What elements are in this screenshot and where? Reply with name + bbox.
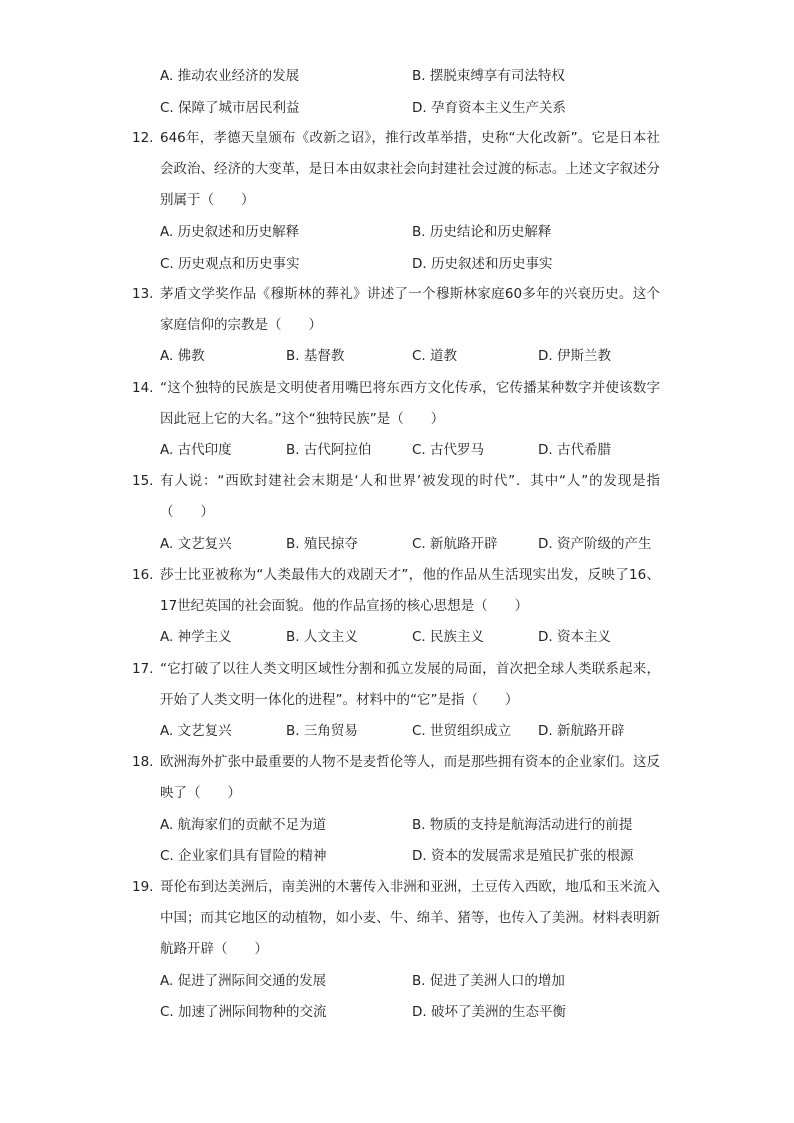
q15-stem (132, 466, 672, 528)
q13-text: 茅盾文学奖作品《穆斯林的葬礼》讲述了一个穆斯林家庭60多年的兴衰历史。这个家庭信仰的宗教是（ ） (160, 286, 660, 333)
q19-stem (132, 872, 672, 965)
q18-option-d: D. 资本的发展需求是殖民扩张的根源 (412, 848, 634, 864)
q15-option-d: D. 资产阶级的产生 (538, 536, 652, 552)
q11-option-c: C. 保障了城市居民利益 (160, 100, 300, 116)
q19-text: 哥伦布到达美洲后，南美洲的木薯传入非洲和亚洲，土豆传入西欧，地瓜和玉米流入中国；而其它地区的动植物，如小麦、牛、绵羊、猪等，也传入了美洲。材料表明新航路开辟（ ） (160, 879, 660, 957)
q18-option-a: A. 航海家们的贡献不足为道 (160, 817, 327, 833)
q16-text: 莎士比亚被称为“人类最伟大的戏剧天才”，他的作品从生活现实出发，反映了16、17世纪英国的社会面貌。他的作品宣扬的核心思想是（ ） (160, 567, 660, 614)
q12-text: 646年，孝德天皇颁布《改新之诏》，推行改革举措，史称“大化改新”。它是日本社会政治、经济的大变革，是日本由奴隶社会向封建社会过渡的标志。上述文字叙述分别属于（ ） (160, 130, 660, 208)
q17-option-c: C. 世贸组织成立 (412, 723, 512, 739)
q17-option-d: D. 新航路开辟 (538, 723, 625, 739)
q19-number: 19. (132, 879, 154, 895)
q11-option-a: A. 推动农业经济的发展 (160, 68, 300, 84)
q19-option-a: A. 促进了洲际间交通的发展 (160, 973, 327, 989)
q17-option-b: B. 三角贸易 (286, 723, 358, 739)
q13-option-a: A. 佛教 (160, 348, 205, 364)
q15-text: 有人说：“西欧封建社会末期是‘人和世界’被发现的时代”．其中“人”的发现是指（ ） (160, 473, 660, 520)
q13-stem (132, 279, 672, 341)
q15-number: 15. (132, 473, 154, 489)
q14-option-b: B. 古代阿拉伯 (286, 442, 372, 458)
q15-option-a: A. 文艺复兴 (160, 536, 232, 552)
q18-number: 18. (132, 754, 154, 770)
q19-option-d: D. 破坏了美洲的生态平衡 (412, 1004, 566, 1020)
q16-stem (132, 560, 672, 622)
q12-number: 12. (132, 130, 154, 146)
q12-option-a: A. 历史叙述和历史解释 (160, 224, 300, 240)
q15-option-c: C. 新航路开辟 (412, 536, 498, 552)
q14-option-c: C. 古代罗马 (412, 442, 485, 458)
q13-option-d: D. 伊斯兰教 (538, 348, 611, 364)
q19-option-b: B. 促进了美洲人口的增加 (412, 973, 565, 989)
q15-option-b: B. 殖民掠夺 (286, 536, 358, 552)
q14-option-d: D. 古代希腊 (538, 442, 611, 458)
q14-option-a: A. 古代印度 (160, 442, 232, 458)
q14-text: “这个独特的民族是文明使者用嘴巴将东西方文化传承，它传播某种数字并使该数字因此冠上它的大名。”这个“独特民族”是（ ） (160, 380, 660, 427)
q13-number: 13. (132, 286, 154, 302)
q14-stem (132, 373, 672, 435)
q17-number: 17. (132, 661, 154, 677)
q14-number: 14. (132, 380, 154, 396)
q17-stem (132, 654, 672, 716)
q13-option-c: C. 道教 (412, 348, 458, 364)
q17-option-a: A. 文艺复兴 (160, 723, 232, 739)
q16-number: 16. (132, 567, 154, 583)
q13-option-b: B. 基督教 (286, 348, 345, 364)
q18-option-b: B. 物质的支持是航海活动进行的前提 (412, 817, 633, 833)
q18-option-c: C. 企业家们具有冒险的精神 (160, 848, 327, 864)
q16-option-c: C. 民族主义 (412, 629, 485, 645)
q11-option-d: D. 孕育资本主义生产关系 (412, 100, 566, 116)
q12-stem (132, 123, 672, 216)
q18-text: 欧洲海外扩张中最重要的人物不是麦哲伦等人，而是那些拥有资本的企业家们。这反映了（ ） (160, 754, 660, 801)
q12-option-c: C. 历史观点和历史事实 (160, 256, 300, 272)
q17-text: “它打破了以往人类文明区域性分割和孤立发展的局面，首次把全球人类联系起来，开始了人类文明一体化的进程”。材料中的“它”是指（ ） (160, 661, 660, 708)
q19-option-c: C. 加速了洲际间物种的交流 (160, 1004, 327, 1020)
q18-stem (132, 747, 672, 809)
q16-option-a: A. 神学主义 (160, 629, 232, 645)
q16-option-b: B. 人文主义 (286, 629, 358, 645)
q12-option-b: B. 历史结论和历史解释 (412, 224, 552, 240)
q11-option-b: B. 摆脱束缚享有司法特权 (412, 68, 565, 84)
q16-option-d: D. 资本主义 (538, 629, 611, 645)
q12-option-d: D. 历史叙述和历史事实 (412, 256, 553, 272)
